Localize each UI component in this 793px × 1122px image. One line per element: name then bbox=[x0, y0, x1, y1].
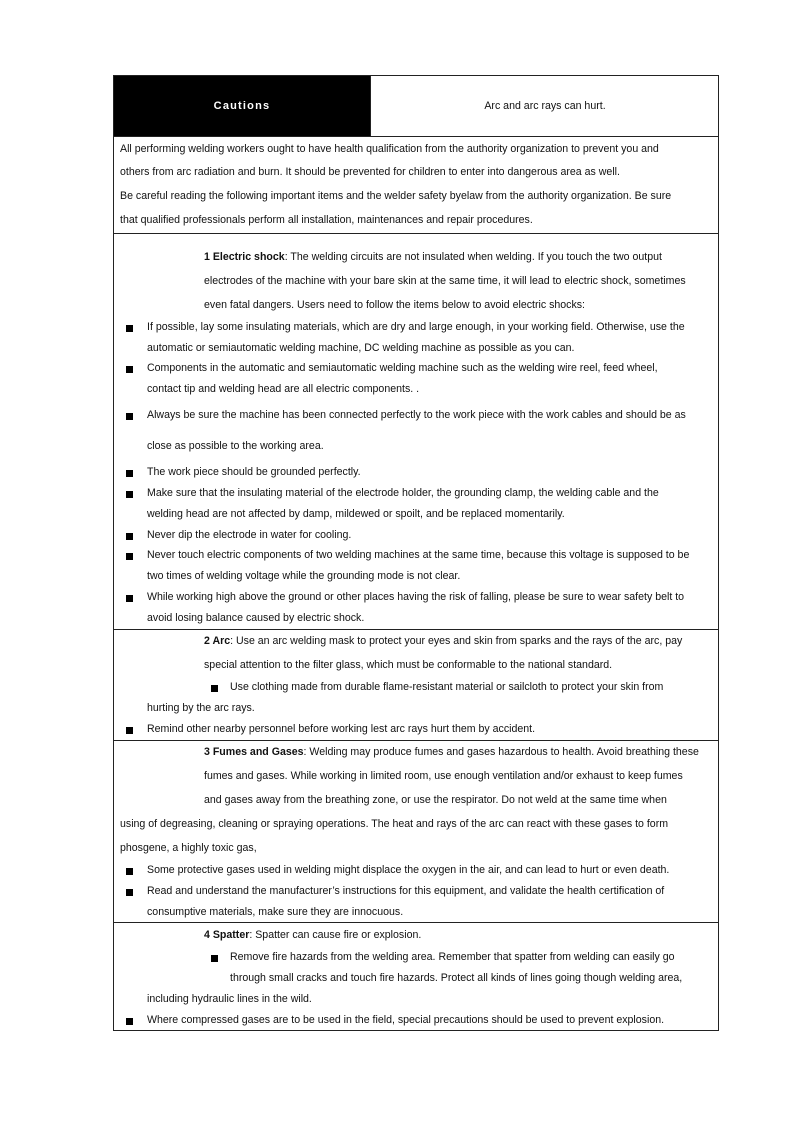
bullet-text: two times of welding voltage while the grounding mode is not clear. bbox=[147, 570, 461, 582]
bullet-text: Never dip the electrode in water for cooling. bbox=[147, 529, 352, 541]
arc-lead-text: : Use an arc welding mask to protect your eyes and skin from sparks and the rays of the arc, pay bbox=[230, 635, 683, 647]
fumes-heading: 3 Fumes and Gases bbox=[204, 746, 304, 758]
bullet-text: Read and understand the manufacturer’s instructions for this equipment, and validate the health certification of bbox=[147, 885, 665, 897]
electric-lead-line: even fatal dangers. Users need to follow the items below to avoid electric shocks: bbox=[204, 299, 585, 311]
bullet-icon bbox=[126, 595, 133, 602]
bullet-text: Some protective gases used in welding might displace the oxygen in the air, and can lead to hurt or even death. bbox=[147, 864, 670, 876]
spatter-heading: 4 Spatter bbox=[204, 929, 250, 941]
bullet-text: Where compressed gases are to be used in the field, special precautions should be used to prevent explosion. bbox=[147, 1014, 665, 1026]
fumes-lead-line bbox=[204, 746, 699, 758]
bullet-text: automatic or semiautomatic welding machine, DC welding machine as possible as you can. bbox=[147, 342, 575, 354]
intro-section bbox=[114, 136, 718, 234]
bullet-text: Use clothing made from durable flame-resistant material or sailcloth to protect your skin from bbox=[230, 681, 664, 693]
bullet-text: Make sure that the insulating material of the electrode holder, the grounding clamp, the welding cable and the bbox=[147, 487, 659, 499]
bullet-text: close as possible to the working area. bbox=[147, 440, 324, 452]
cautions-title: Cautions bbox=[114, 76, 370, 136]
fumes-lead-line: and gases away from the breathing zone, or use the respirator. Do not weld at the same time when bbox=[204, 794, 667, 806]
bullet-icon bbox=[126, 553, 133, 560]
bullet-icon bbox=[126, 325, 133, 332]
bullet-text: Remind other nearby personnel before working lest arc rays hurt them by accident. bbox=[147, 723, 536, 735]
electric-heading: 1 Electric shock bbox=[204, 251, 285, 263]
bullet-icon bbox=[126, 413, 133, 420]
arc-lead-line: special attention to the filter glass, which must be conformable to the national standard. bbox=[204, 659, 613, 671]
arc-section bbox=[114, 629, 718, 741]
bullet-text: welding head are not affected by damp, mildewed or spoilt, and be replaced momentarily. bbox=[147, 508, 565, 520]
electric-lead-line bbox=[204, 251, 662, 263]
electric-shock-section bbox=[114, 233, 718, 630]
bullet-text: hurting by the arc rays. bbox=[147, 702, 255, 714]
cautions-header bbox=[114, 76, 718, 137]
bullet-icon bbox=[211, 685, 218, 692]
electric-lead-line: electrodes of the machine with your bare skin at the same time, it will lead to electric shock, sometimes bbox=[204, 275, 686, 287]
intro-line: that qualified professionals perform all installation, maintenances and repair procedures. bbox=[120, 214, 533, 226]
fumes-lead-line: phosgene, a highly toxic gas, bbox=[120, 842, 257, 854]
fumes-lead-line: using of degreasing, cleaning or spraying operations. The heat and rays of the arc can react with these gases to form bbox=[120, 818, 669, 830]
bullet-icon bbox=[211, 955, 218, 962]
bullet-icon bbox=[126, 491, 133, 498]
bullet-icon bbox=[126, 533, 133, 540]
intro-line: Be careful reading the following important items and the welder safety byelaw from the authority organization. Be sure bbox=[120, 190, 672, 202]
bullet-text: Always be sure the machine has been connected perfectly to the work piece with the work cables and should be as bbox=[147, 409, 686, 421]
bullet-icon bbox=[126, 470, 133, 477]
bullet-text: through small cracks and touch fire hazards. Protect all kinds of lines going though welding area, bbox=[230, 972, 683, 984]
electric-lead-text: : The welding circuits are not insulated when welding. If you touch the two output bbox=[284, 251, 662, 263]
bullet-text: The work piece should be grounded perfectly. bbox=[147, 466, 361, 478]
intro-line: others from arc radiation and burn. It should be prevented for children to enter into dangerous area as well. bbox=[120, 166, 620, 178]
bullet-icon bbox=[126, 1018, 133, 1025]
cautions-subtitle: Arc and arc rays can hurt. bbox=[370, 76, 719, 136]
bullet-text: avoid losing balance caused by electric shock. bbox=[147, 612, 365, 624]
arc-heading: 2 Arc bbox=[204, 635, 231, 647]
bullet-text: If possible, lay some insulating materials, which are dry and large enough, in your working field. Otherwise, use the bbox=[147, 321, 685, 333]
intro-line: All performing welding workers ought to have health qualification from the authority organization to prevent you and bbox=[120, 143, 659, 155]
bullet-icon bbox=[126, 366, 133, 373]
fumes-lead-text: : Welding may produce fumes and gases hazardous to health. Avoid breathing these bbox=[303, 746, 699, 758]
bullet-text: including hydraulic lines in the wild. bbox=[147, 993, 312, 1005]
bullet-text: While working high above the ground or other places having the risk of falling, please be sure to wear safety belt to bbox=[147, 591, 685, 603]
bullet-icon bbox=[126, 727, 133, 734]
bullet-icon bbox=[126, 868, 133, 875]
spatter-lead-line bbox=[204, 929, 421, 941]
bullet-text: Components in the automatic and semiautomatic welding machine such as the welding wire reel, feed wheel, bbox=[147, 362, 658, 374]
cautions-sheet bbox=[113, 75, 719, 1031]
bullet-text: Remove fire hazards from the welding area. Remember that spatter from welding can easily go bbox=[230, 951, 675, 963]
spatter-section bbox=[114, 922, 718, 1030]
arc-lead-line bbox=[204, 635, 682, 647]
fumes-section bbox=[114, 740, 718, 923]
bullet-text: Never touch electric components of two welding machines at the same time, because this voltage is supposed to be bbox=[147, 549, 690, 561]
bullet-text: contact tip and welding head are all electric components. . bbox=[147, 383, 420, 395]
bullet-icon bbox=[126, 889, 133, 896]
fumes-lead-line: fumes and gases. While working in limited room, use enough ventilation and/or exhaust to keep fumes bbox=[204, 770, 683, 782]
spatter-lead-text: : Spatter can cause fire or explosion. bbox=[249, 929, 422, 941]
bullet-text: consumptive materials, make sure they are innocuous. bbox=[147, 906, 404, 918]
